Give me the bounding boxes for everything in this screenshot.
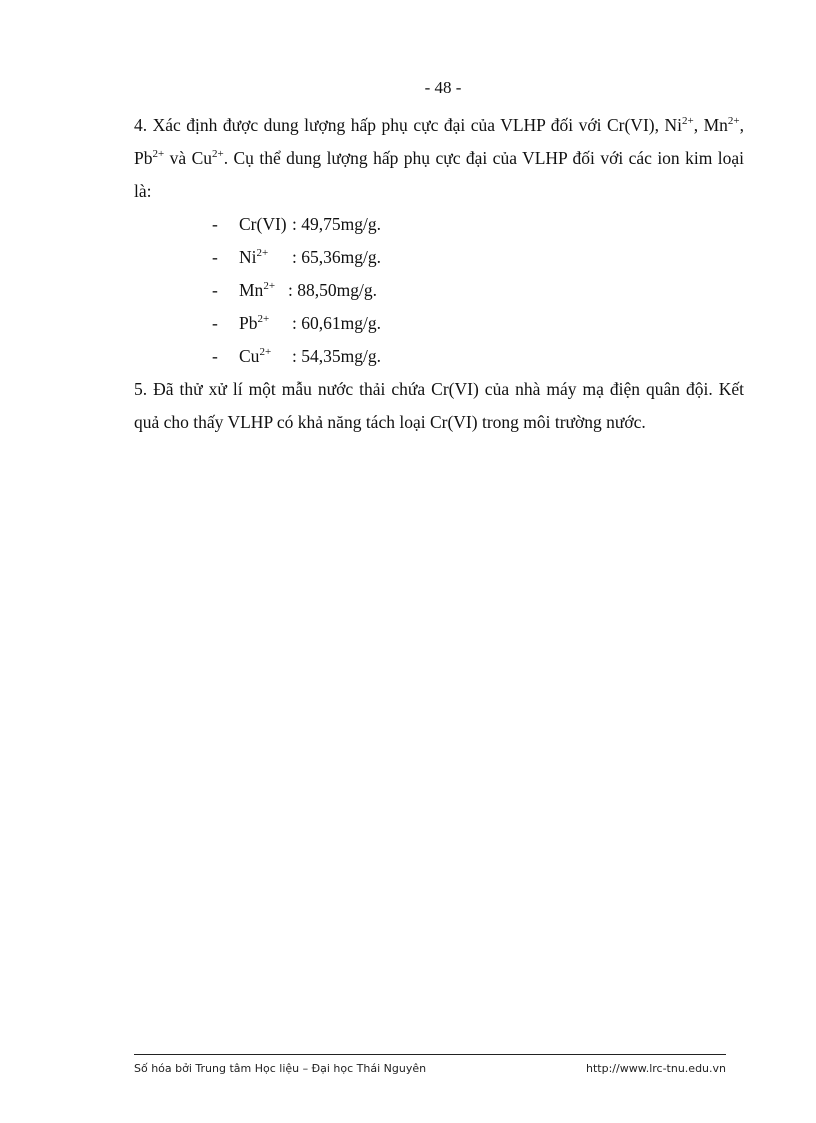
ion-symbol: Cr(VI) xyxy=(239,214,287,234)
ion-name xyxy=(239,241,268,274)
ion-name xyxy=(239,208,287,241)
capacity-value: : 65,36mg/g. xyxy=(292,247,381,267)
footer-divider xyxy=(134,1054,726,1055)
list-dash: - xyxy=(212,280,218,300)
capacity-value: : 60,61mg/g. xyxy=(292,313,381,333)
paragraph-item-4 xyxy=(134,109,744,208)
ion-pb-label: Pb xyxy=(134,148,153,168)
footer-source: Số hóa bởi Trung tâm Học liệu – Đại học Thái Nguyên xyxy=(134,1062,427,1075)
list-item xyxy=(134,241,744,274)
list-dash: - xyxy=(212,313,218,333)
ion-symbol: Ni xyxy=(239,247,257,267)
ion-mn-charge: 2+ xyxy=(727,115,740,127)
list-dash: - xyxy=(212,346,218,366)
page-number: - 48 - xyxy=(424,78,462,97)
list-dash: - xyxy=(212,247,218,267)
document-body xyxy=(134,109,744,439)
ion-charge: 2+ xyxy=(259,346,272,358)
list-item xyxy=(134,274,744,307)
ion-name xyxy=(239,340,271,373)
conjunction: và xyxy=(164,148,192,168)
separator: , xyxy=(693,115,704,135)
capacity-list xyxy=(134,208,744,373)
ion-ni-label: Ni xyxy=(664,115,682,135)
list-dash: - xyxy=(212,214,218,234)
capacity-value: : 54,35mg/g. xyxy=(292,346,381,366)
ion-ni-charge: 2+ xyxy=(682,115,694,127)
ion-cu-label: Cu xyxy=(191,148,212,168)
ion-symbol: Cu xyxy=(239,346,260,366)
ion-charge: 2+ xyxy=(257,313,270,325)
capacity-value: : 49,75mg/g. xyxy=(292,214,381,234)
ion-symbol: Mn xyxy=(239,280,264,300)
ion-mn-label: Mn xyxy=(703,115,728,135)
list-item xyxy=(134,307,744,340)
ion-symbol: Pb xyxy=(239,313,258,333)
paragraph-item-5: 5. Đã thử xử lí một mẫu nước thải chứa Cr(VI) của nhà máy mạ điện quân đội. Kết quả cho thấy VLHP có khả năng tách loại Cr(VI) trong môi trường nước. xyxy=(134,379,744,432)
list-item xyxy=(134,340,744,373)
ion-name xyxy=(239,307,269,340)
ion-pb-charge: 2+ xyxy=(152,148,165,160)
ion-charge: 2+ xyxy=(256,247,269,259)
ion-cu-charge: 2+ xyxy=(212,148,224,160)
ion-name xyxy=(239,274,275,307)
separator: , xyxy=(739,115,745,135)
capacity-value: : 88,50mg/g. xyxy=(288,280,377,300)
list-item xyxy=(134,208,744,241)
ion-charge: 2+ xyxy=(263,280,276,292)
item4-intro: 4. Xác định được dung lượng hấp phụ cực đại của VLHP đối với Cr(VI), xyxy=(134,115,659,135)
item4-rest: . Cụ thể dung lượng hấp phụ cực đại của VLHP đối với các ion kim loại là: xyxy=(134,148,744,201)
footer-url: http://www.lrc-tnu.edu.vn xyxy=(586,1062,726,1075)
